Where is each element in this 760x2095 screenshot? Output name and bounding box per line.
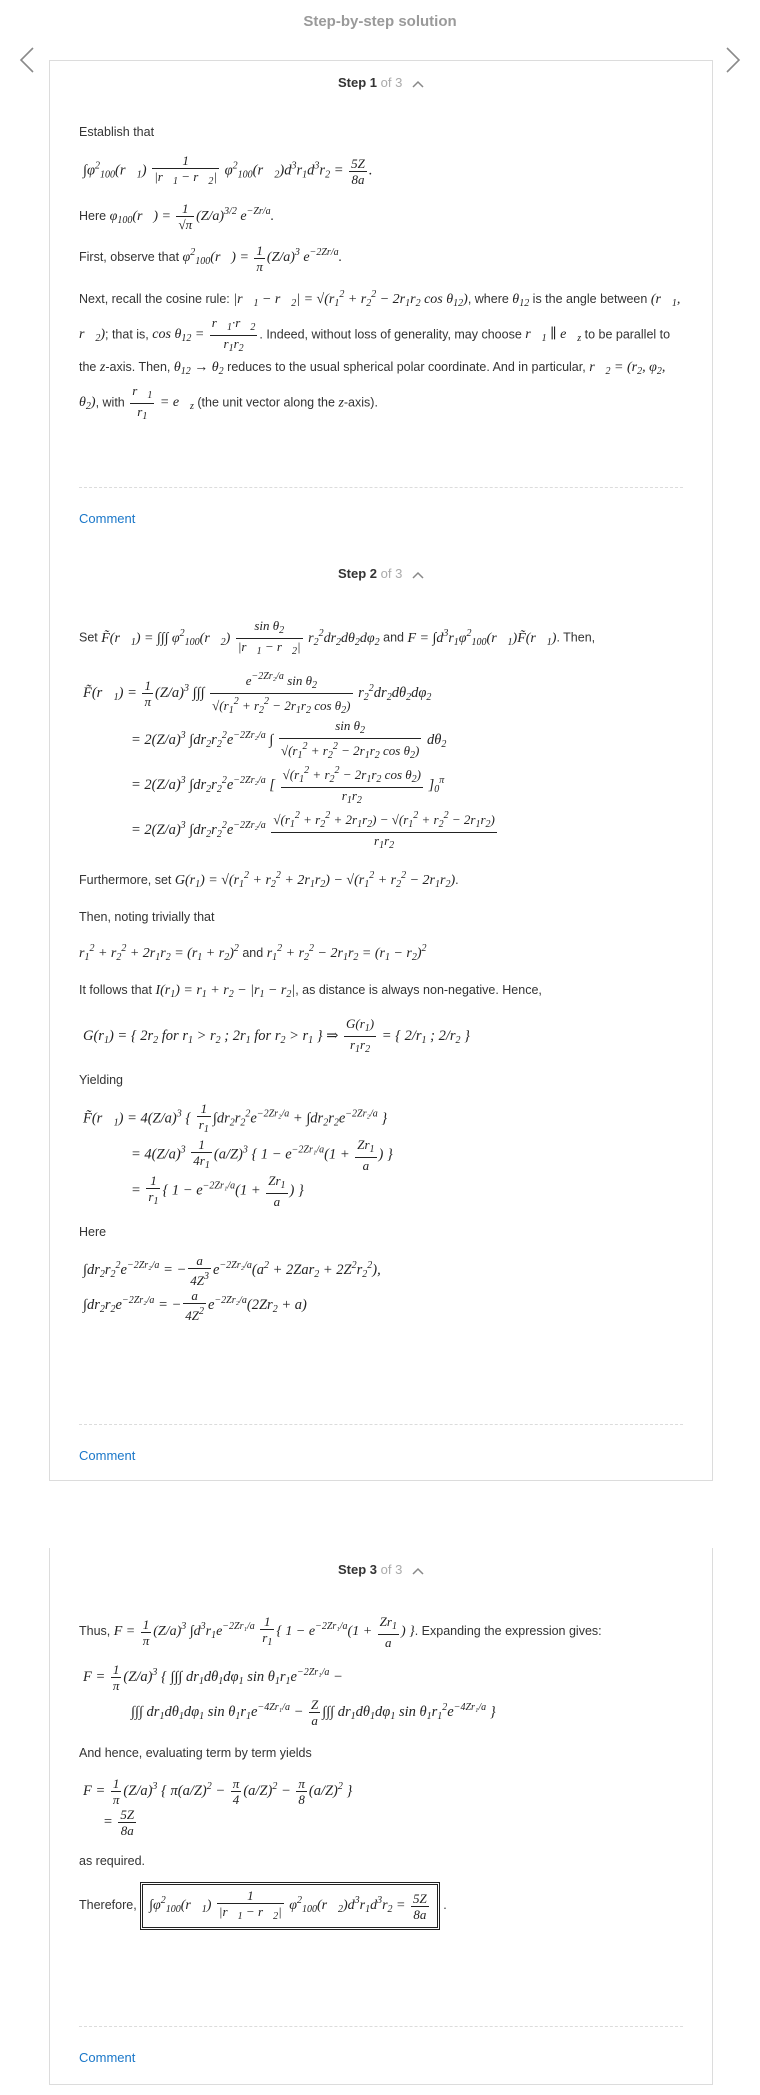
equation: F = $\frac{1}{\pi}$ $(Z/a)^3$ { ∫∫∫ $dr_1d\theta_1d\varphi_1$ $\sin \theta_1r_1e^{-2Zr_1/a}$ − ∫∫∫ $dr_1d\theta_1d\varphi_1$ $\sin \theta_1r_1e^{-4Zr_1/a}$ − $\frac{Z}{a}$ ∫∫∫ $dr_1d\theta_1d\varphi_1$ $\sin \theta_1r_1^2e^{-4Zr_1/a}$ } — [83, 1662, 496, 1729]
prev-step-button[interactable] — [16, 40, 38, 80]
step-text: It follows that — [79, 983, 152, 997]
step-text: . Then, — [556, 630, 596, 645]
chevron-up-icon — [412, 80, 424, 88]
step-text: Here — [79, 209, 107, 223]
chevron-up-icon — [412, 1567, 424, 1575]
comment-link[interactable]: Comment — [79, 511, 136, 526]
step-text: First, observe that — [79, 250, 180, 265]
step-text: (the unit vector along the — [197, 395, 335, 410]
step-text: Set — [79, 630, 98, 645]
equation: $F̃(r⃗_1)$ = $\frac{1}{\pi}$ $(Z/a)^3$ ∫∫∫ $\frac{e^{-2Zr_2/a} \sin \theta_2}{√(r_1^2 + r_2^2 - 2r_1r_2 \cos \theta_2)}$ $r_2^2dr_2d\theta_2d\varphi_2$ = $2(Z/a)^3$ $\int dr_2r_2^2e^{-2Zr_2/a}$ ∫ $\frac{\sin \theta_2}{√(r_1^2 + r_2^2 - 2r_1r_2 \cos \theta_2)}$ $d\theta_2$ = $2(Z/a)^3$ $\int dr_2r_2^2e^{-2Zr_2/a}$ [ $\frac{√(r_1^2 + r_2^2 - 2r_1r_2 \cos \theta_2)}{r_1r_2}$ ]$_0^\pi$ = $2(Z/a)^3$ $\int dr_2r_2^2e^{-2Zr_2/a}$ $\frac{√(r_1^2 + r_2^2 + 2r_1r_2) - √(r_1^2 + r_2^2 - 2r_1r_2)}{r_1r_2}$ — [83, 671, 495, 851]
step-card-2 — [49, 552, 713, 1481]
step-text: Yielding — [79, 1073, 124, 1087]
step-text: Then, noting trivially that — [79, 910, 215, 924]
comment-link[interactable]: Comment — [79, 2050, 136, 2065]
step-text: and — [383, 630, 405, 645]
step-count: of 3 — [380, 1562, 403, 1577]
step-text: Thus, — [79, 1624, 111, 1639]
step-text: Here — [79, 1225, 107, 1239]
step-header-2[interactable] — [50, 552, 712, 596]
equation: F = $\frac{1}{\pi}$ $(Z/a)^3$ { $\pi(a/Z)^2$ − $\frac{\pi}{4}$ $(a/Z)^2$ − $\frac{\pi}{8}$ $(a/Z)^2$ } = $\frac{5Z}{8a}$ — [83, 1776, 353, 1839]
step-label: Step 1 — [338, 75, 378, 90]
step-label: Step 2 — [338, 566, 378, 581]
comment-link[interactable]: Comment — [79, 1448, 136, 1463]
step-body-2: Set $F̃(r⃗_1)$ = ∫∫∫ $\varphi^2_{100}(r⃗_2)$ $\frac{\sin \theta_2}{|r⃗_1 - r⃗_2|}$ $r_2^2dr_2d\theta_2d\varphi_2$ and $F = \int d^3r_1\varphi^2_{100}(r⃗_1)F̃(r⃗_1)$. Then, $F̃(r⃗_1)$ = $\frac{1}{\pi}$ $(Z/a)^3$ ∫∫∫ $\frac{e^{-2Zr_2/a} \sin \theta_2}{√(r_1^2 + r_2^2 - 2r_1r_2 \cos \theta_2)}$ $r_2^2dr_2d\theta_2d\varphi_2$ = $2(Z/a)^3$ $\int dr_2r_2^2e^{-2Zr_2/a}$ ∫ $\frac{\sin \theta_2}{√(r_1^2 + r_2^2 - 2r_1r_2 \cos \theta_2)}$ $d\theta_2$ = $2(Z/a)^3$ $\int dr_2r_2^2e^{-2Zr_2/a}$ [ $\frac{√(r_1^2 + r_2^2 - 2r_1r_2 \cos \theta_2)}{r_1r_2}$ ]$_0^\pi$ = $2(Z/a)^3$ $\int dr_2r_2^2e^{-2Zr_2/a}$ $\frac{√(r_1^2 + r_2^2 + 2r_1r_2) - √(r_1^2 + r_2^2 - 2r_1r_2)}{r_1r_2}$ Furthermore, set $G(r_1) = √(r_1^2 + r_2^2 + 2r_1r_2) - √(r_1^2 + r_2^2 - 2r_1r_2)$. Then, noting trivially that $r_1^2 + r_2^2 + 2r_1r_2 = (r_1 + r_2)^2$ and $r_1^2 + r_2^2 - 2r_1r_2 = (r_1 - r_2)^2$ It follows that $I(r_1) = r_1 + r_2 - |r_1 - r_2|$, as distance is always non-negative. Hence, $G(r_1)$ = { $2r_2$ for $r_1 > r_2$ ; $2r_1$ for $r_2 > r_1$ } ⇒ $\frac{G(r_1)}{r_1r_2}$ = { $2/r_1$ ; $2/r_2$ } Yielding $F̃(r⃗_1) = 4(Z/a)^3$ { $\frac{1}{r_1}$ $\int dr_2r_2^2e^{-2Zr_2/a} + \int dr_2r_2e^{-2Zr_2/a}$ } = $4(Z/a)^3$ $\frac{1}{4r_1}$ $(a/Z)^3$ { $1 - e^{-2Zr_1/a}(1$ + $\frac{Zr_1}{a}$ ) } = $\frac{1}{r_1}$ { $1 - e^{-2Zr_1/a}(1$ + $\frac{Zr_1}{a}$ ) } Here $\int dr_2r_2^2e^{-2Zr_2/a}$ = − $\frac{a}{4Z^3}$ $e^{-2Zr_2/a}(a^2 + 2Zar_2 + 2Z^2r_2^2)$, $\int dr_2r_2e^{-2Zr_2/a}$ = − $\frac{a}{4Z^2}$ $e^{-2Zr_2/a}(2Zr_2 + a)$ — [50, 596, 712, 1323]
step-text: -axis. Then, — [105, 359, 171, 374]
step-body-3: Thus, F = $\frac{1}{\pi}$ $(Z/a)^3$ $\int d^3r_1e^{-2Zr_1/a}$ $\frac{1}{r_1}$ { $1 - e^{-2Zr_1/a}(1$ + $\frac{Zr_1}{a}$ ) }. Expanding the expression gives: F = $\frac{1}{\pi}$ $(Z/a)^3$ { ∫∫∫ $dr_1d\theta_1d\varphi_1$ $\sin \theta_1r_1e^{-2Zr_1/a}$ − ∫∫∫ $dr_1d\theta_1d\varphi_1$ $\sin \theta_1r_1e^{-4Zr_1/a}$ − $\frac{Z}{a}$ ∫∫∫ $dr_1d\theta_1d\varphi_1$ $\sin \theta_1r_1^2e^{-4Zr_1/a}$ } And hence, evaluating term by term yields F = $\frac{1}{\pi}$ $(Z/a)^3$ { $\pi(a/Z)^2$ − $\frac{\pi}{4}$ $(a/Z)^2$ − $\frac{\pi}{8}$ $(a/Z)^2$ } = $\frac{5Z}{8a}$ as required. Therefore, $\int\varphi^2_{100}(r⃗_1)$ $\frac{1}{|r⃗_1 - r⃗_2|}$ $\varphi^2_{100}(r⃗_2)d^3r_1d^3r_2$ = $\frac{5Z}{8a}$ . — [50, 1592, 712, 1930]
step-text: , as distance is always non-negative. Hence, — [295, 983, 542, 997]
equation: $F̃(r⃗_1) = 4(Z/a)^3$ { $\frac{1}{r_1}$ $\int dr_2r_2^2e^{-2Zr_2/a} + \int dr_2r_2e^{-2Zr_2/a}$ } = $4(Z/a)^3$ $\frac{1}{4r_1}$ $(a/Z)^3$ { $1 - e^{-2Zr_1/a}(1$ + $\frac{Zr_1}{a}$ ) } = $\frac{1}{r_1}$ { $1 - e^{-2Zr_1/a}(1$ + $\frac{Zr_1}{a}$ ) } — [83, 1101, 393, 1209]
step-text: as required. — [79, 1854, 146, 1869]
step-text: . Expanding the expression gives: — [414, 1624, 602, 1639]
step-text: reduces to the usual spherical polar coordinate. And in particular, — [227, 359, 586, 374]
step-text: is the angle between — [532, 291, 648, 306]
divider — [79, 1424, 683, 1425]
divider — [79, 487, 683, 488]
step-header-1[interactable] — [50, 61, 712, 105]
equation: $G(r_1)$ = { $2r_2$ for $r_1 > r_2$ ; $2r_1$ for $r_2 > r_1$ } ⇒ $\frac{G(r_1)}{r_1r_2}$ = { $2/r_1$ ; $2/r_2$ } — [83, 1016, 470, 1055]
step-text: And hence, evaluating term by term yields — [79, 1746, 312, 1760]
step-text: for — [161, 1027, 179, 1044]
step-card-3 — [49, 1548, 713, 2085]
chevron-left-icon — [19, 46, 35, 74]
step-text: , where — [467, 291, 509, 306]
divider — [79, 2026, 683, 2027]
step-text: to be parallel to the — [79, 327, 671, 374]
step-text: and — [242, 946, 264, 960]
step-body-1: Establish that $\int\varphi^2_{100}(r⃗_1)$ $\frac{1}{|r⃗_1 - r⃗_2|}$ $\varphi^2_{100}(r⃗_2)d^3r_1d^3r_2$ = $\frac{5Z}{8a}$ . Here $\varphi_{100}(r⃗)$ = $\frac{1}{√\pi}$ $(Z/a)^{3/2}$ $e^{-Zr/a}$. First, observe that $\varphi^2_{100}(r⃗)$ = $\frac{1}{\pi}$ $(Z/a)^3$ $e^{-2Zr/a}$. Next, recall the cosine rule: $|r⃗_1$ − $r⃗_2| = √(r_1^2 + r_2^2 - 2r_1r_2$ $\cos \theta_{12}$), where $\theta_{12}$ is the angle between ($r⃗_1$, $r⃗_2$); that is, $\cos \theta_{12}$ = $\frac{r⃗_1\cdot r⃗_2}{r_1r_2}$ . Indeed, without loss of generality, may choose $r⃗_1$ ∥ $e⃗_z$ to be parallel to the z-axis. Then, $\theta_{12} \to \theta_2$ reduces to the usual spherical polar coordinate. And in particular, $r⃗_2 = (r_2$, $\varphi_2$, $\theta_2$), with $\frac{r⃗_1}{r_1}$ = $e⃗_z$ (the unit vector along the z-axis). — [50, 105, 712, 424]
step-count: of 3 — [380, 75, 403, 90]
step-text: Establish that — [79, 125, 155, 139]
step-text: ; that is, — [105, 327, 149, 342]
step-text: Therefore, — [79, 1898, 137, 1913]
step-label: Step 3 — [338, 1562, 378, 1577]
equation: $\int\varphi^2_{100}(r⃗_1)$ $\frac{1}{|r⃗_1 - r⃗_2|}$ $\varphi^2_{100}(r⃗_2)d^3r_1d^3r_2$ = $\frac{5Z}{8a}$ . — [83, 153, 373, 187]
step-text: for — [254, 1027, 272, 1044]
step-card-1 — [49, 60, 713, 554]
step-text: Next, recall the cosine rule: — [79, 291, 230, 306]
solution-title: Step-by-step solution — [303, 13, 457, 30]
step-text: Furthermore, set — [79, 873, 172, 887]
chevron-up-icon — [412, 571, 424, 579]
step-text: , with — [95, 395, 125, 410]
step-text: -axis). — [343, 395, 378, 410]
chevron-right-icon — [725, 46, 741, 74]
step-header-3[interactable] — [50, 1548, 712, 1592]
step-text: . Indeed, without loss of generality, may choose — [259, 327, 522, 342]
equation: $\int dr_2r_2^2e^{-2Zr_2/a}$ = − $\frac{a}{4Z^3}$ $e^{-2Zr_2/a}(a^2 + 2Zar_2 + 2Z^2r_2^2)$, $\int dr_2r_2e^{-2Zr_2/a}$ = − $\frac{a}{4Z^2}$ $e^{-2Zr_2/a}(2Zr_2 + a)$ — [83, 1253, 381, 1324]
next-step-button[interactable] — [722, 40, 744, 80]
step-count: of 3 — [380, 566, 403, 581]
